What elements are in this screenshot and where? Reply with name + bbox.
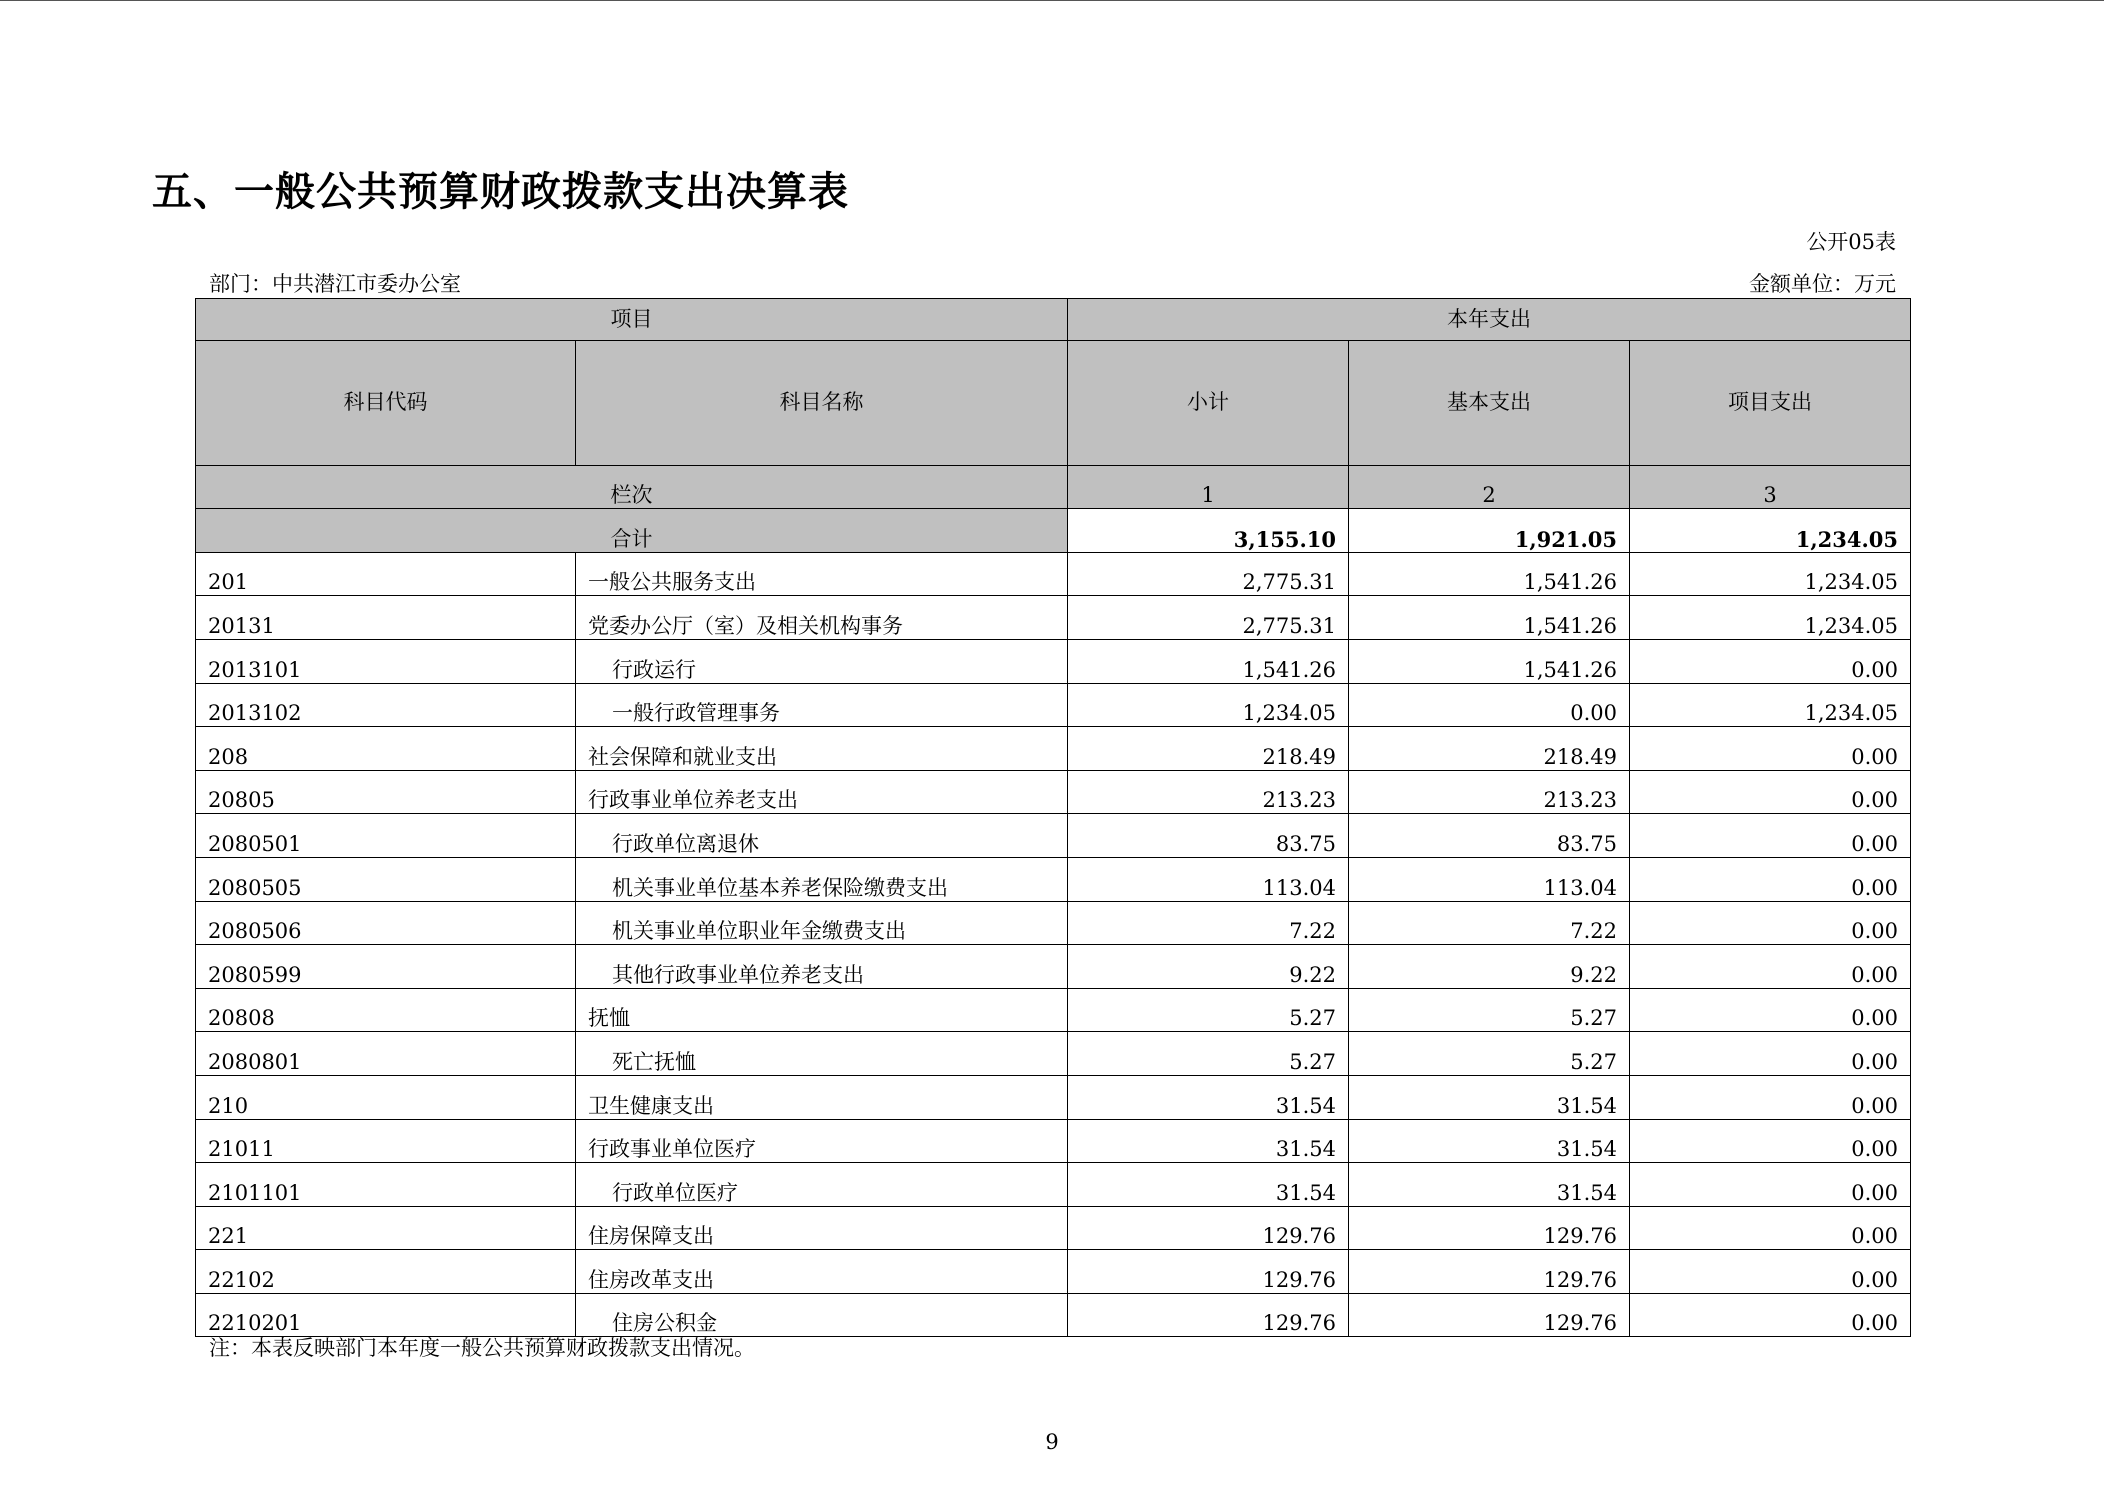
basic-expense-value: 9.22 xyxy=(1349,945,1630,989)
subject-name: 住房保障支出 xyxy=(576,1206,1068,1250)
subject-code: 2013101 xyxy=(196,639,576,683)
table-row xyxy=(196,596,1911,640)
header-col-1: 1 xyxy=(1068,465,1349,509)
basic-expense-value: 5.27 xyxy=(1349,1032,1630,1076)
subtotal-value: 2,775.31 xyxy=(1068,552,1349,596)
project-expense-value: 0.00 xyxy=(1630,988,1911,1032)
subtotal-value: 129.76 xyxy=(1068,1293,1349,1337)
subject-code: 20808 xyxy=(196,988,576,1032)
basic-expense-value: 129.76 xyxy=(1349,1293,1630,1337)
subtotal-value: 7.22 xyxy=(1068,901,1349,945)
header-subtotal: 小计 xyxy=(1068,340,1349,465)
table-row xyxy=(196,1032,1911,1076)
table-row xyxy=(196,770,1911,814)
basic-expense-value: 0.00 xyxy=(1349,683,1630,727)
project-expense-value: 0.00 xyxy=(1630,1206,1911,1250)
subject-code: 2101101 xyxy=(196,1163,576,1207)
header-column-index-label: 栏次 xyxy=(196,465,1068,509)
basic-expense-value: 129.76 xyxy=(1349,1250,1630,1294)
table-row xyxy=(196,552,1911,596)
subtotal-value: 129.76 xyxy=(1068,1250,1349,1294)
subject-code: 2080506 xyxy=(196,901,576,945)
table-row xyxy=(196,1163,1911,1207)
project-expense-value: 1,234.05 xyxy=(1630,683,1911,727)
project-expense-value: 0.00 xyxy=(1630,1163,1911,1207)
subject-name: 机关事业单位职业年金缴费支出 xyxy=(576,901,1068,945)
basic-expense-value: 1,541.26 xyxy=(1349,639,1630,683)
budget-expense-table xyxy=(195,298,1911,1337)
total-basic: 1,921.05 xyxy=(1349,509,1630,553)
subject-name: 行政运行 xyxy=(576,639,1068,683)
header-basic-expense: 基本支出 xyxy=(1349,340,1630,465)
project-expense-value: 0.00 xyxy=(1630,857,1911,901)
basic-expense-value: 1,541.26 xyxy=(1349,552,1630,596)
total-label: 合计 xyxy=(196,509,1068,553)
subject-name: 行政单位医疗 xyxy=(576,1163,1068,1207)
table-row xyxy=(196,1293,1911,1337)
header-row-top xyxy=(196,299,1911,341)
subject-code: 22102 xyxy=(196,1250,576,1294)
header-subject-code: 科目代码 xyxy=(196,340,576,465)
project-expense-value: 1,234.05 xyxy=(1630,596,1911,640)
header-current-year-expense: 本年支出 xyxy=(1068,299,1911,341)
project-expense-value: 0.00 xyxy=(1630,1250,1911,1294)
basic-expense-value: 31.54 xyxy=(1349,1119,1630,1163)
subtotal-value: 113.04 xyxy=(1068,857,1349,901)
subject-name: 其他行政事业单位养老支出 xyxy=(576,945,1068,989)
table-row xyxy=(196,1119,1911,1163)
project-expense-value: 0.00 xyxy=(1630,1119,1911,1163)
project-expense-value: 0.00 xyxy=(1630,814,1911,858)
subject-name: 党委办公厅（室）及相关机构事务 xyxy=(576,596,1068,640)
subtotal-value: 31.54 xyxy=(1068,1075,1349,1119)
subject-code: 2080599 xyxy=(196,945,576,989)
top-border-line xyxy=(0,0,2104,1)
subject-name: 死亡抚恤 xyxy=(576,1032,1068,1076)
header-col-2: 2 xyxy=(1349,465,1630,509)
subject-name: 抚恤 xyxy=(576,988,1068,1032)
subject-name: 一般行政管理事务 xyxy=(576,683,1068,727)
project-expense-value: 0.00 xyxy=(1630,1293,1911,1337)
basic-expense-value: 7.22 xyxy=(1349,901,1630,945)
header-project: 项目 xyxy=(196,299,1068,341)
subtotal-value: 1,541.26 xyxy=(1068,639,1349,683)
form-number: 公开05表 xyxy=(1806,230,1896,254)
header-project-expense: 项目支出 xyxy=(1630,340,1911,465)
subject-name: 住房改革支出 xyxy=(576,1250,1068,1294)
subject-name: 行政事业单位医疗 xyxy=(576,1119,1068,1163)
project-expense-value: 0.00 xyxy=(1630,770,1911,814)
subject-name: 行政事业单位养老支出 xyxy=(576,770,1068,814)
subject-code: 201 xyxy=(196,552,576,596)
total-row xyxy=(196,509,1911,553)
basic-expense-value: 113.04 xyxy=(1349,857,1630,901)
subject-code: 2080501 xyxy=(196,814,576,858)
subject-code: 210 xyxy=(196,1075,576,1119)
subtotal-value: 31.54 xyxy=(1068,1163,1349,1207)
basic-expense-value: 31.54 xyxy=(1349,1163,1630,1207)
basic-expense-value: 213.23 xyxy=(1349,770,1630,814)
basic-expense-value: 31.54 xyxy=(1349,1075,1630,1119)
header-row-columns xyxy=(196,340,1911,465)
amount-unit-label: 金额单位：万元 xyxy=(1749,272,1896,296)
table-row xyxy=(196,1250,1911,1294)
table-row xyxy=(196,988,1911,1032)
subject-name: 社会保障和就业支出 xyxy=(576,727,1068,771)
basic-expense-value: 218.49 xyxy=(1349,727,1630,771)
subtotal-value: 9.22 xyxy=(1068,945,1349,989)
table-row xyxy=(196,814,1911,858)
page-number: 9 xyxy=(1045,1430,1059,1454)
table-row xyxy=(196,901,1911,945)
subject-name: 一般公共服务支出 xyxy=(576,552,1068,596)
subtotal-value: 1,234.05 xyxy=(1068,683,1349,727)
subject-code: 208 xyxy=(196,727,576,771)
basic-expense-value: 83.75 xyxy=(1349,814,1630,858)
subtotal-value: 129.76 xyxy=(1068,1206,1349,1250)
subtotal-value: 83.75 xyxy=(1068,814,1349,858)
subject-name: 卫生健康支出 xyxy=(576,1075,1068,1119)
subject-code: 20805 xyxy=(196,770,576,814)
subject-code: 2210201 xyxy=(196,1293,576,1337)
table-row xyxy=(196,945,1911,989)
basic-expense-value: 1,541.26 xyxy=(1349,596,1630,640)
subject-code: 21011 xyxy=(196,1119,576,1163)
subtotal-value: 213.23 xyxy=(1068,770,1349,814)
project-expense-value: 0.00 xyxy=(1630,1032,1911,1076)
header-row-index xyxy=(196,465,1911,509)
subtotal-value: 5.27 xyxy=(1068,1032,1349,1076)
total-project: 1,234.05 xyxy=(1630,509,1911,553)
header-subject-name: 科目名称 xyxy=(576,340,1068,465)
subject-name: 住房公积金 xyxy=(576,1293,1068,1337)
project-expense-value: 0.00 xyxy=(1630,639,1911,683)
table-row xyxy=(196,1206,1911,1250)
subject-name: 行政单位离退休 xyxy=(576,814,1068,858)
project-expense-value: 0.00 xyxy=(1630,727,1911,771)
subject-code: 2013102 xyxy=(196,683,576,727)
table-row xyxy=(196,727,1911,771)
basic-expense-value: 5.27 xyxy=(1349,988,1630,1032)
table-note: 注：本表反映部门本年度一般公共预算财政拨款支出情况。 xyxy=(209,1336,755,1360)
subject-code: 2080505 xyxy=(196,857,576,901)
subject-code: 20131 xyxy=(196,596,576,640)
subtotal-value: 31.54 xyxy=(1068,1119,1349,1163)
subtotal-value: 5.27 xyxy=(1068,988,1349,1032)
department-label: 部门：中共潜江市委办公室 xyxy=(209,272,461,296)
subtotal-value: 2,775.31 xyxy=(1068,596,1349,640)
total-subtotal: 3,155.10 xyxy=(1068,509,1349,553)
subtotal-value: 218.49 xyxy=(1068,727,1349,771)
project-expense-value: 0.00 xyxy=(1630,1075,1911,1119)
subject-code: 221 xyxy=(196,1206,576,1250)
subject-name: 机关事业单位基本养老保险缴费支出 xyxy=(576,857,1068,901)
table-row xyxy=(196,639,1911,683)
basic-expense-value: 129.76 xyxy=(1349,1206,1630,1250)
subject-code: 2080801 xyxy=(196,1032,576,1076)
project-expense-value: 1,234.05 xyxy=(1630,552,1911,596)
project-expense-value: 0.00 xyxy=(1630,901,1911,945)
page-title: 五、一般公共预算财政拨款支出决算表 xyxy=(152,169,849,215)
project-expense-value: 0.00 xyxy=(1630,945,1911,989)
header-col-3: 3 xyxy=(1630,465,1911,509)
table-row xyxy=(196,683,1911,727)
table-row xyxy=(196,1075,1911,1119)
table-row xyxy=(196,857,1911,901)
